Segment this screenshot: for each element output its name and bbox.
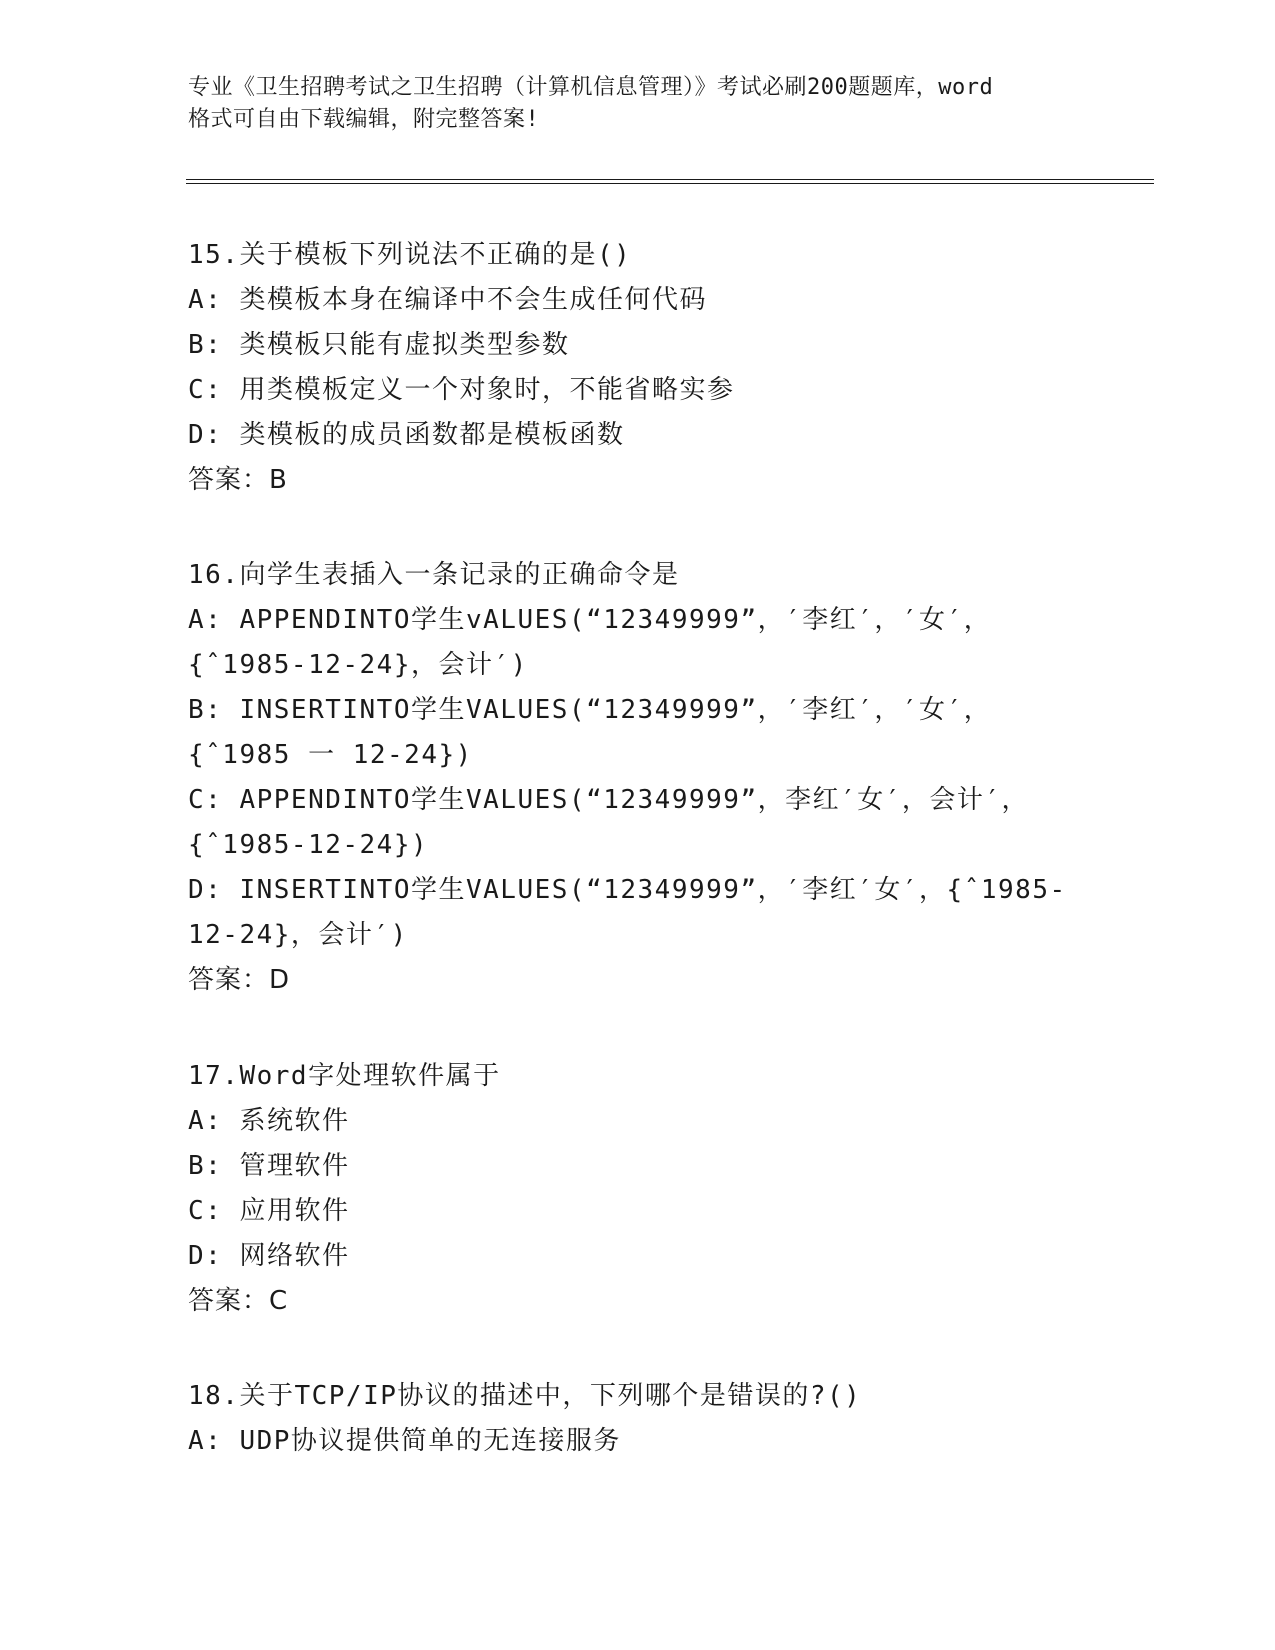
document-header [188,72,1088,136]
question-stem: 18.关于TCP/IP协议的描述中，下列哪个是错误的?() [188,1381,862,1411]
option-a: A: UDP协议提供简单的无连接服务 [188,1426,621,1456]
option-c: C: APPENDINTO学生VALUES(“12349999”，李红′女′，会计′， [188,785,1030,815]
question-stem: 16.向学生表插入一条记录的正确命令是 [188,560,680,590]
option-c: C: 应用软件 [188,1196,350,1226]
question-15 [188,233,734,503]
option-a: A: 系统软件 [188,1106,350,1136]
option-a: A: APPENDINTO学生vALUES(“12349999”，′李红′，′女′， [188,605,992,635]
option-c: C: 用类模板定义一个对象时，不能省略实参 [188,375,735,405]
question-stem: 15.关于模板下列说法不正确的是() [188,240,632,270]
option-d: D: INSERTINTO学生VALUES(“12349999”，′李红′女′，{ˆ1985- [188,875,1067,905]
option-d: D: 网络软件 [188,1241,350,1271]
option-a: A: 类模板本身在编译中不会生成任何代码 [188,285,707,315]
question-17 [188,1054,501,1324]
header-line-1: 专业《卫生招聘考试之卫生招聘（计算机信息管理）》考试必刷200题题库，word [188,75,994,100]
option-c-continued: {ˆ1985-12-24}) [188,830,429,860]
option-d: D: 类模板的成员函数都是模板函数 [188,420,625,450]
header-line-2: 格式可自由下载编辑，附完整答案! [188,107,540,132]
question-stem: 17.Word字处理软件属于 [188,1061,501,1091]
answer-label: 答案：C [188,1286,289,1316]
question-18 [188,1374,861,1464]
option-b: B: INSERTINTO学生VALUES(“12349999”，′李红′，′女′， [188,695,992,725]
option-a-continued: {ˆ1985-12-24}，会计′) [188,650,528,680]
question-16 [188,553,1067,1003]
answer-label: 答案：B [188,465,288,495]
header-rule-top [186,179,1154,180]
answer-label: 答案：D [188,965,291,995]
option-b: B: 类模板只能有虚拟类型参数 [188,330,570,360]
option-d-continued: 12-24}，会计′) [188,920,408,950]
option-b-continued: {ˆ1985 一 12-24}) [188,740,473,770]
header-rule-bottom [186,183,1154,184]
option-b: B: 管理软件 [188,1151,350,1181]
